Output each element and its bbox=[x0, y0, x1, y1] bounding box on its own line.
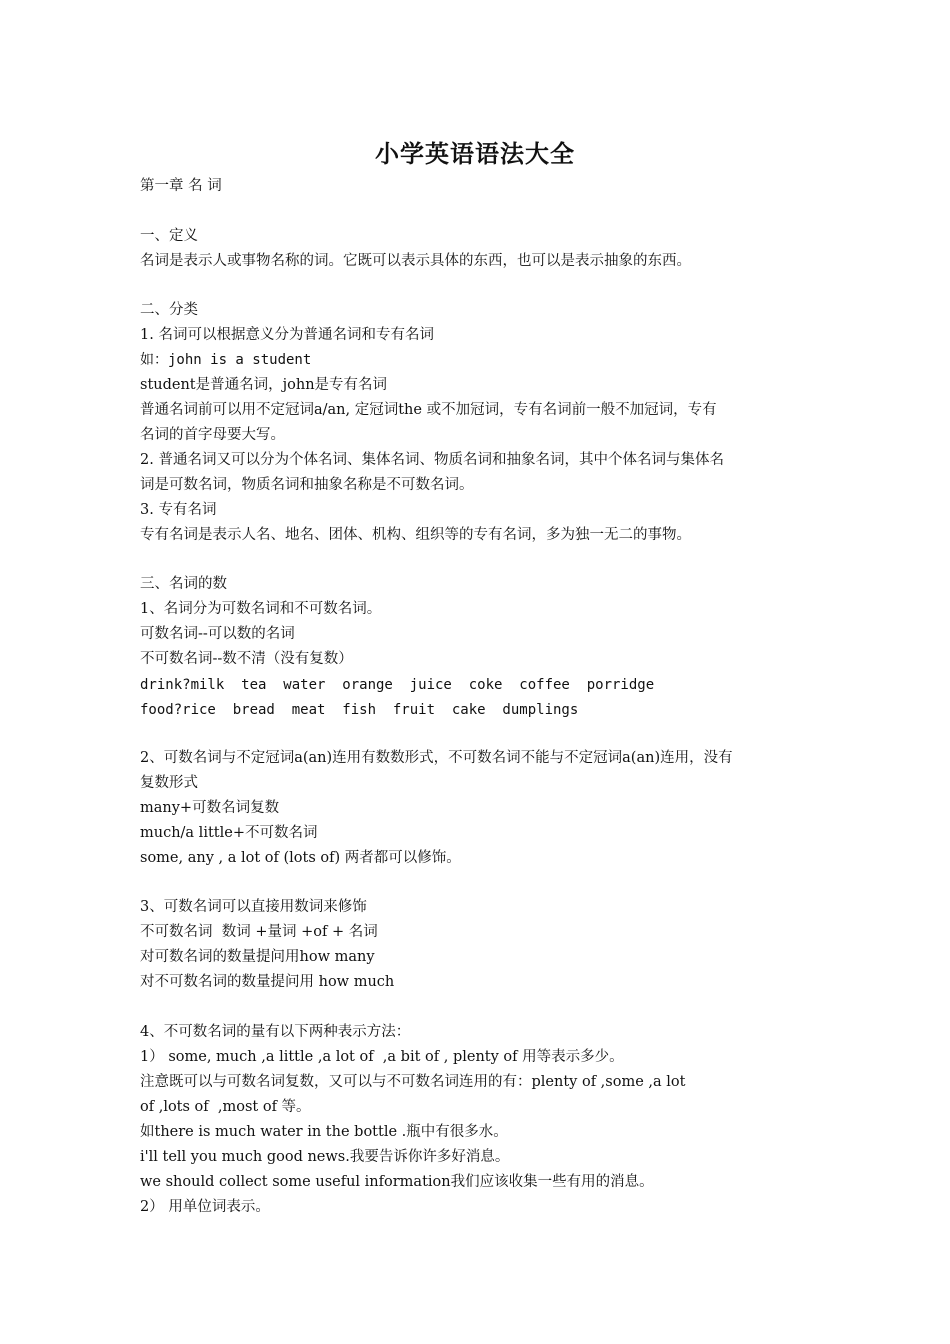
text-line: of ,lots of ,most of 等。 bbox=[140, 1099, 311, 1115]
section-heading: 一、定义 bbox=[140, 228, 198, 244]
text-line: 2） 用单位词表示。 bbox=[140, 1199, 270, 1215]
text-line: i'll tell you much good news.我要告诉你许多好消息。 bbox=[140, 1149, 510, 1165]
text-line: some, any , a lot of (lots of) 两者都可以修饰。 bbox=[140, 850, 461, 866]
text-line: 可数名词--可以数的名词 bbox=[140, 626, 295, 642]
text-line: 名词的首字母要大写。 bbox=[140, 427, 285, 443]
text-line: 不可数名词--数不清（没有复数） bbox=[140, 651, 353, 667]
text-line: 专有名词是表示人名、地名、团体、机构、组织等的专有名词，多为独一无二的事物。 bbox=[140, 527, 691, 543]
text-line: much/a little+不可数名词 bbox=[140, 825, 318, 841]
section-heading: 二、分类 bbox=[140, 302, 198, 318]
text-line: 3、可数名词可以直接用数词来修饰 bbox=[140, 899, 367, 915]
text-line: food?rice bread meat fish fruit cake dumplings bbox=[140, 702, 579, 718]
text-line: 3. 专有名词 bbox=[140, 502, 217, 518]
text-line: student是普通名词，john是专有名词 bbox=[140, 377, 388, 393]
chapter-heading: 第一章 名 词 bbox=[140, 178, 222, 194]
text-line: 注意既可以与可数名词复数，又可以与不可数名词连用的有：plenty of ,some ,a lot bbox=[140, 1074, 686, 1090]
text-line: 4、不可数名词的量有以下两种表示方法： bbox=[140, 1024, 411, 1040]
text-line: drink?milk tea water orange juice coke coffee porridge bbox=[140, 677, 655, 693]
section-heading: 三、名词的数 bbox=[140, 576, 227, 592]
text-line: 对不可数名词的数量提问用 how much bbox=[140, 974, 395, 990]
text-line: 2、可数名词与不定冠词a(an)连用有数数形式，不可数名词不能与不定冠词a(an)连用，没有 bbox=[140, 750, 733, 766]
text-line: 对可数名词的数量提问用how many bbox=[140, 949, 375, 965]
text-line: 名词是表示人或事物名称的词。它既可以表示具体的东西，也可以是表示抽象的东西。 bbox=[140, 253, 691, 269]
text-line: many+可数名词复数 bbox=[140, 800, 280, 816]
text-line: 复数形式 bbox=[140, 775, 198, 791]
text-line: 2. 普通名词又可以分为个体名词、集体名词、物质名词和抽象名词，其中个体名词与集体名 bbox=[140, 452, 724, 468]
text-line: 1、名词分为可数名词和不可数名词。 bbox=[140, 601, 382, 617]
text-line: 如：john is a student bbox=[140, 352, 312, 368]
text-line: 不可数名词 数词 +量词 +of + 名词 bbox=[140, 924, 378, 940]
text-line: we should collect some useful information我们应该收集一些有用的消息。 bbox=[140, 1174, 654, 1190]
text-line: 1. 名词可以根据意义分为普通名词和专有名词 bbox=[140, 327, 434, 343]
page-title: 小学英语语法大全 bbox=[375, 140, 575, 168]
text-line: 词是可数名词，物质名词和抽象名称是不可数名词。 bbox=[140, 477, 474, 493]
text-line: 如there is much water in the bottle .瓶中有很多水。 bbox=[140, 1124, 508, 1140]
text-line: 1） some, much ,a little ,a lot of ,a bit of , plenty of 用等表示多少。 bbox=[140, 1049, 624, 1065]
text-line: 普通名词前可以用不定冠词a/an, 定冠词the 或不加冠词，专有名词前一般不加冠词，专有 bbox=[140, 402, 717, 418]
